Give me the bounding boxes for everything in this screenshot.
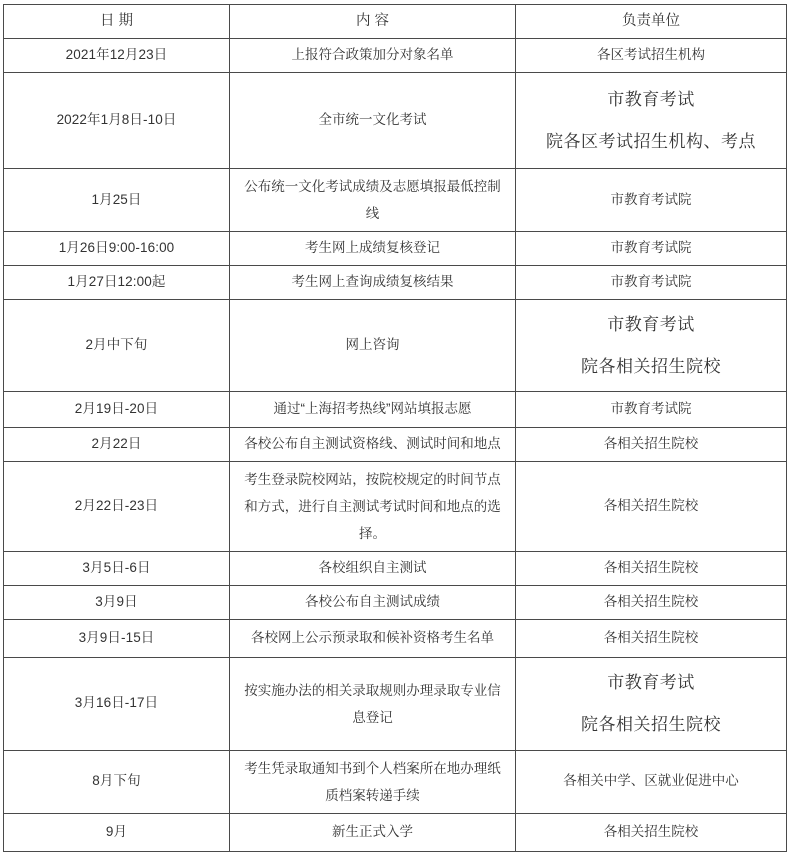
unit-line: 院各相关招生院校: [581, 356, 721, 376]
table-row: [4, 232, 787, 266]
table-row: [4, 620, 787, 658]
table-row: [4, 392, 787, 428]
cell-content: 网上咨询: [230, 300, 516, 392]
table-row: [4, 39, 787, 73]
table-row: [4, 300, 787, 392]
cell-date: 2月22日: [4, 428, 230, 462]
cell-date: 2月中下旬: [4, 300, 230, 392]
cell-date: 3月5日-6日: [4, 552, 230, 586]
cell-date: 1月26日9:00-16:00: [4, 232, 230, 266]
cell-responsible-unit: 各相关招生院校: [516, 813, 787, 851]
cell-date: 2022年1月8日-10日: [4, 73, 230, 169]
cell-responsible-unit: 市教育考试院: [516, 266, 787, 300]
cell-content: 上报符合政策加分对象名单: [230, 39, 516, 73]
cell-date: 2021年12月23日: [4, 39, 230, 73]
cell-date: 2月19日-20日: [4, 392, 230, 428]
cell-responsible-unit: 各相关招生院校: [516, 428, 787, 462]
table-row: [4, 750, 787, 813]
unit-line: 市教育考试: [607, 673, 695, 693]
unit-line: 市教育考试: [607, 315, 695, 334]
cell-content: 新生正式入学: [230, 813, 516, 851]
cell-date: 2月22日-23日: [4, 462, 230, 552]
table-row: [4, 813, 787, 851]
cell-responsible-unit: 市教育考试院: [516, 392, 787, 428]
table-row: [4, 462, 787, 552]
table-header: [4, 5, 787, 39]
column-header-date: 日 期: [4, 5, 230, 39]
cell-content: 公布统一文化考试成绩及志愿填报最低控制线: [230, 169, 516, 232]
column-header-unit: 负责单位: [516, 5, 787, 39]
cell-responsible-unit: 各区考试招生机构: [516, 39, 787, 73]
column-header-content: 内 容: [230, 5, 516, 39]
unit-line: 市教育考试: [607, 89, 695, 109]
cell-content: 各校公布自主测试成绩: [230, 586, 516, 620]
cell-date: 1月27日12:00起: [4, 266, 230, 300]
cell-content: 考生网上成绩复核登记: [230, 232, 516, 266]
cell-content: 考生网上查询成绩复核结果: [230, 266, 516, 300]
cell-responsible-unit: [516, 73, 787, 169]
table-row: [4, 428, 787, 462]
cell-responsible-unit: [516, 300, 787, 392]
cell-content: 各校组织自主测试: [230, 552, 516, 586]
table-row: [4, 266, 787, 300]
cell-date: 9月: [4, 813, 230, 851]
cell-responsible-unit: 市教育考试院: [516, 169, 787, 232]
cell-responsible-unit: 各相关招生院校: [516, 586, 787, 620]
cell-content: 全市统一文化考试: [230, 73, 516, 169]
cell-date: 3月16日-17日: [4, 658, 230, 750]
unit-line: 院各相关招生院校: [581, 714, 721, 734]
cell-date: 8月下旬: [4, 750, 230, 813]
cell-responsible-unit: 各相关中学、区就业促进中心: [516, 750, 787, 813]
table-row: [4, 169, 787, 232]
table-row: [4, 73, 787, 169]
cell-content: 考生凭录取通知书到个人档案所在地办理纸质档案转递手续: [230, 750, 516, 813]
cell-content: 各校公布自主测试资格线、测试时间和地点: [230, 428, 516, 462]
cell-content: 按实施办法的相关录取规则办理录取专业信息登记: [230, 658, 516, 750]
cell-date: 3月9日-15日: [4, 620, 230, 658]
cell-responsible-unit: 各相关招生院校: [516, 620, 787, 658]
admission-schedule-table: [3, 4, 787, 852]
cell-responsible-unit: 市教育考试院: [516, 232, 787, 266]
cell-content: 各校网上公示预录取和候补资格考生名单: [230, 620, 516, 658]
cell-date: 3月9日: [4, 586, 230, 620]
cell-content: 考生登录院校网站，按院校规定的时间节点和方式，进行自主测试考试时间和地点的选择。: [230, 462, 516, 552]
cell-content: 通过“上海招考热线”网站填报志愿: [230, 392, 516, 428]
table-row: [4, 586, 787, 620]
table-row: [4, 658, 787, 750]
cell-responsible-unit: 各相关招生院校: [516, 552, 787, 586]
cell-responsible-unit: 各相关招生院校: [516, 462, 787, 552]
unit-line: 院各区考试招生机构、考点: [546, 131, 756, 151]
table-body: [4, 39, 787, 852]
table-header-row: [4, 5, 787, 39]
cell-responsible-unit: [516, 658, 787, 750]
cell-date: 1月25日: [4, 169, 230, 232]
table-row: [4, 552, 787, 586]
